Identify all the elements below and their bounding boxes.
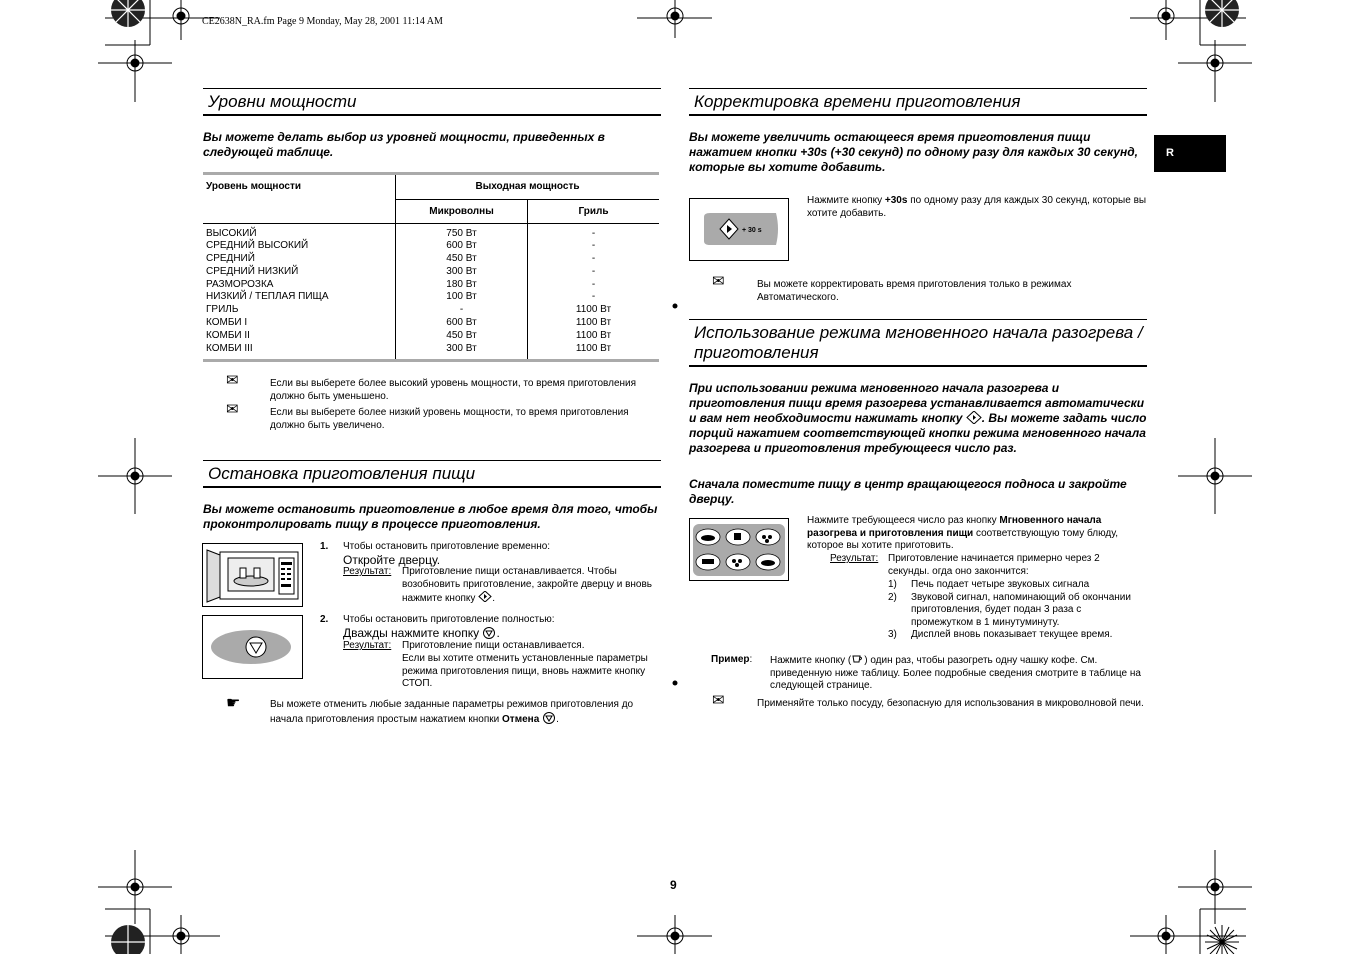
instant-instr-post: соответствующую тому блюду, которое вы хотите приготовить.	[807, 527, 1119, 552]
table-row-micro: 750 Вт	[446, 227, 477, 239]
table-row-grill: 1100 Вт	[575, 329, 612, 341]
list-item: Печь подает четыре звуковых сигнала	[911, 579, 1090, 590]
table-row-micro: -	[459, 304, 464, 316]
table-row-grill: 1100 Вт	[575, 304, 612, 316]
instant-buttons-illustration	[689, 518, 789, 581]
power-levels-title: Уровни мощности	[203, 88, 661, 116]
step-2-result-label: Результат:	[343, 640, 392, 651]
table-row-grill: -	[591, 278, 596, 290]
example-text-pre: Нажмите кнопку (	[770, 655, 852, 666]
plus30-instr-bold: +30s	[884, 195, 908, 206]
table-row-level: СРЕДНИЙ НИЗКИЙ	[206, 265, 299, 277]
stop-button-illustration	[202, 615, 303, 679]
example-label-text: Пример	[711, 654, 750, 665]
table-row-micro: 450 Вт	[446, 253, 477, 265]
plus30-button-illustration	[689, 198, 789, 261]
list-item-number: 1)	[888, 579, 897, 590]
example-label: Пример:	[711, 654, 753, 665]
microwave-open-door-icon	[203, 544, 302, 606]
step-2-result-2: Если вы хотите отменить установленные параметры режима приготовления пищи, вновь нажмите кнопку СТОП.	[402, 653, 648, 690]
table-row-micro: 450 Вт	[446, 329, 477, 341]
instant-result-label: Результат:	[830, 553, 879, 564]
step-1-result-label: Результат:	[343, 566, 392, 577]
language-tab: R	[1154, 135, 1226, 172]
cancel-tip-bold: Отмена	[502, 713, 540, 725]
adjust-time-title: Корректировка времени приготовления	[689, 88, 1147, 116]
adjust-time-intro: Вы можете увеличить остающееся время приготовления пищи нажатием кнопки +30s (+30 секунд) по одному разу для каждых 30 секунд, которые вы хотите добавить.	[689, 130, 1139, 174]
table-row-grill: -	[591, 253, 596, 265]
plus30-instr-post: по одному разу для каждых 30 секунд, которые вы хотите добавить.	[807, 195, 1147, 219]
instant-instr-bold: Мгновенного начала разогрева и приготовления пищи	[807, 515, 1102, 539]
note-envelope-icon: ✉	[226, 401, 239, 418]
instant-result-text: Приготовление начинается примерно через 2 секунды. огда оно закончится:	[888, 553, 1100, 577]
instant-start-intro	[689, 381, 1147, 456]
step-1-number: 1.	[320, 541, 329, 552]
col-micro-header: Микроволны	[396, 199, 528, 223]
note-envelope-icon: ✉	[226, 372, 239, 389]
step-1-heading: Чтобы остановить приготовление временно:	[343, 541, 551, 552]
list-item: Дисплей вновь показывает текущее время.	[911, 629, 1113, 641]
note-envelope-icon: ✉	[712, 692, 725, 709]
step-2-action-text: Дважды нажмите кнопку	[343, 626, 480, 640]
table-row-micro: 100 Вт	[446, 291, 477, 303]
instant-intro-part1: При использовании режима мгновенного начала разогрева и приготовления пищи время разогрева устанавливается автоматически и вам нет необходимости нажимать кнопку	[689, 381, 1145, 425]
step-2-heading: Чтобы остановить приготовление полностью:	[343, 614, 555, 625]
col-output-header: Выходная мощность	[396, 175, 660, 199]
table-row-grill: 1100 Вт	[575, 342, 612, 354]
stop-icon	[482, 626, 496, 640]
power-levels-table	[203, 172, 659, 362]
stop-cooking-title: Остановка приготовления пищи	[203, 460, 661, 488]
step-1-result: Приготовление пищи останавливается. Чтобы возобновить приготовление, закройте дверцу и вновь нажмите кнопку .	[402, 566, 653, 605]
table-row-level: ВЫСОКИЙ	[206, 227, 257, 239]
example-text	[770, 654, 1142, 693]
step-2-result-1: Приготовление пищи останавливается.	[402, 640, 585, 651]
table-row-level: КОМБИ I	[206, 317, 248, 329]
list-item-number: 2)	[888, 591, 897, 603]
power-note-2: Если вы выберете более низкий уровень мощности, то время приготовления должно быть увеличено.	[270, 407, 629, 431]
table-row-level: КОМБИ III	[206, 342, 253, 354]
table-row-level: РАЗМОРОЗКА	[206, 278, 274, 290]
plus30-label: + 30 s	[742, 227, 762, 234]
cancel-tip-text: Вы можете отменить любые заданные параметры режимов приготовления до начала приготовления простым нажатием кнопки	[270, 699, 634, 725]
file-header: CE2638N_RA.fm Page 9 Monday, May 28, 2001 11:14 AM	[202, 16, 443, 27]
result-list	[888, 579, 1143, 642]
plus30-instr-pre: Нажмите кнопку	[807, 195, 883, 206]
page-number: 9	[670, 878, 677, 892]
power-note-1: Если вы выберете более высокий уровень мощности, то время приготовления должно быть уменьшено.	[270, 378, 637, 402]
col-level-header: Уровень мощности	[203, 175, 396, 223]
list-item-number: 3)	[888, 629, 897, 641]
instant-intro-part2: . Вы можете задать число порций нажатием соответствующей кнопки режима мгновенного начала разогрева и приготовления требующееся число раз.	[689, 411, 1147, 455]
table-row-level: ГРИЛЬ	[206, 304, 239, 316]
table-row-micro: 600 Вт	[446, 317, 477, 329]
stop-icon	[542, 714, 556, 725]
table-row-grill: -	[591, 227, 596, 239]
table-row-level: КОМБИ II	[206, 329, 250, 341]
plus30-instruction	[807, 195, 1153, 220]
table-row-micro: 300 Вт	[446, 265, 477, 277]
step-1-action: Откройте дверцу.	[343, 553, 441, 567]
coffee-cup-icon	[851, 655, 864, 666]
table-row-micro: 180 Вт	[446, 278, 477, 290]
table-row-level: СРЕДНИЙ	[206, 253, 255, 265]
example-text-post: ) один раз, чтобы разогреть одну чашку кофе. См. приведенную ниже таблицу. Более подробные сведения смотрите в таблице на следующей странице.	[770, 655, 1141, 692]
instant-instr-pre: Нажмите требующееся число раз кнопку	[807, 515, 997, 526]
table-row-micro: 600 Вт	[446, 240, 477, 252]
instant-instruction	[807, 515, 1137, 553]
microwave-illustration	[202, 543, 303, 607]
table-row-level: СРЕДНИЙ ВЫСОКИЙ	[206, 240, 309, 252]
step-2-action: Дважды нажмите кнопку .	[343, 626, 500, 640]
instant-start-intro-2: Сначала поместите пищу в центр вращающегося подноса и закройте дверцу.	[689, 477, 1127, 506]
power-levels-intro: Вы можете делать выбор из уровней мощности, приведенных в следующей таблице.	[203, 130, 605, 159]
instant-start-title: Использование режима мгновенного начала разогрева / приготовления	[689, 319, 1147, 367]
start-diamond-icon	[966, 411, 982, 425]
start-diamond-icon	[478, 593, 492, 604]
col-grill-header: Гриль	[578, 205, 609, 217]
table-row-micro: 300 Вт	[446, 342, 477, 354]
list-item: Звуковой сигнал, напоминающий об окончании приготовления, будет подан 3 раза с промежутком в 1 минутуминуту.	[911, 591, 1131, 628]
stop-icon	[246, 637, 266, 657]
table-row-grill: -	[591, 240, 596, 252]
coffee-cup-icon	[734, 533, 741, 540]
cancel-tip: Вы можете отменить любые заданные параметры режимов приготовления до начала приготовления простым нажатием кнопки Отмена .	[270, 699, 634, 725]
step-2-number: 2.	[320, 614, 329, 625]
stop-cooking-intro: Вы можете остановить приготовление в любое время для того, чтобы проконтролировать пищу в процессе приготовления.	[203, 502, 658, 531]
instant-note: Применяйте только посуду, безопасную для использования в микроволновой печи.	[757, 698, 1144, 709]
table-row-grill: -	[591, 291, 596, 303]
table-row-grill: -	[591, 265, 596, 277]
hand-pointer-icon: ☛	[226, 695, 241, 712]
table-row-level: НИЗКИЙ / ТЕПЛАЯ ПИЩА	[206, 291, 329, 303]
step-1-result-text: Приготовление пищи останавливается. Чтобы возобновить приготовление, закройте дверцу и вновь нажмите кнопку	[402, 566, 653, 605]
adjust-note: Вы можете корректировать время приготовления только в режимах Автоматического.	[757, 279, 1072, 303]
table-row-grill: 1100 Вт	[575, 317, 612, 329]
note-envelope-icon: ✉	[712, 273, 725, 290]
